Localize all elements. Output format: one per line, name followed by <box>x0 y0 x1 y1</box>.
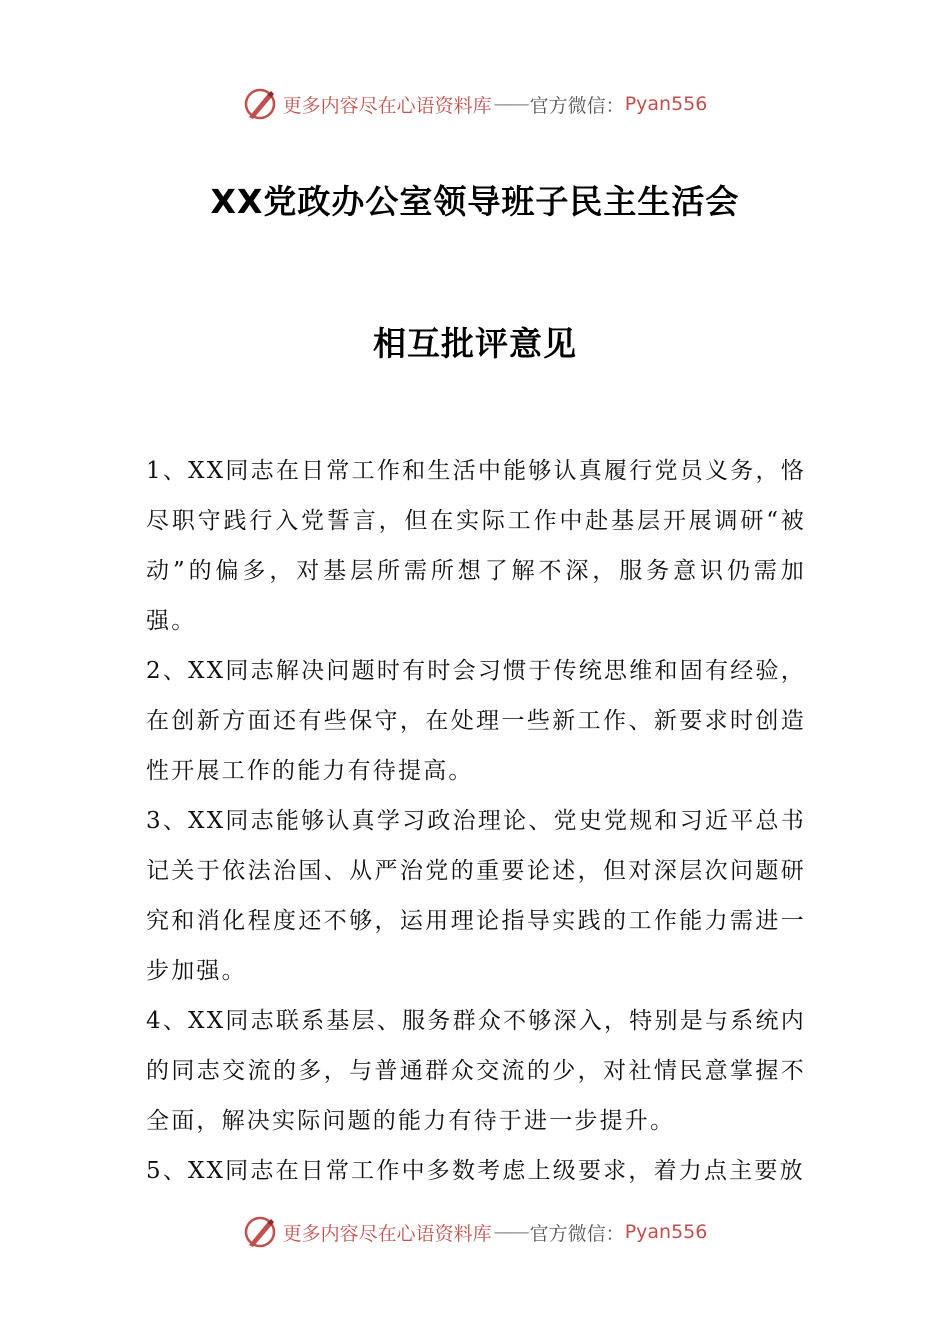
pen-logo-icon <box>243 1215 277 1249</box>
paragraph-3: 3、XX同志能够认真学习政治理论、党史党规和习近平总书记关于依法治国、从严治党的重要论述，但对深层次问题研究和消化程度还不够，运用理论指导实践的工作能力需进一步加强。 <box>146 808 806 984</box>
watermark-wechat-id: Pyan556 <box>624 1221 708 1243</box>
document-subtitle: 相互批评意见 <box>373 324 577 363</box>
header-watermark <box>0 84 950 124</box>
document-title: XX党政办公室领导班子民主生活会 <box>210 182 740 221</box>
pen-logo-icon <box>243 87 277 121</box>
watermark-wechat-label: 官方微信： <box>529 94 625 117</box>
watermark-wechat-label: 官方微信： <box>529 1222 625 1245</box>
paragraph-5: 5、XX同志在日常工作中多数考虑上级要求，着力点主要放 <box>146 1158 805 1184</box>
watermark-text: 更多内容尽在心语资料库 <box>282 1222 492 1245</box>
watermark-wechat-id: Pyan556 <box>624 93 708 115</box>
paragraph-4: 4、XX同志联系基层、服务群众不够深入，特别是与系统内的同志交流的多，与普通群众交流的少，对社情民意掌握不全面，解决实际问题的能力有待于进一步提升。 <box>146 1008 806 1134</box>
watermark-text: 更多内容尽在心语资料库 <box>282 94 492 117</box>
watermark-dash: —— <box>493 93 528 115</box>
footer-watermark <box>0 1212 950 1252</box>
paragraph-2: 2、XX同志解决问题时有时会习惯于传统思维和固有经验，在创新方面还有些保守，在处理一些新工作、新要求时创造性开展工作的能力有待提高。 <box>146 658 806 784</box>
document-body <box>146 446 806 1196</box>
watermark-dash: —— <box>493 1221 528 1243</box>
paragraph-1: 1、XX同志在日常工作和生活中能够认真履行党员义务，恪尽职守践行入党誓言，但在实际工作中赴基层开展调研“被动”的偏多，对基层所需所想了解不深，服务意识仍需加强。 <box>146 458 806 634</box>
